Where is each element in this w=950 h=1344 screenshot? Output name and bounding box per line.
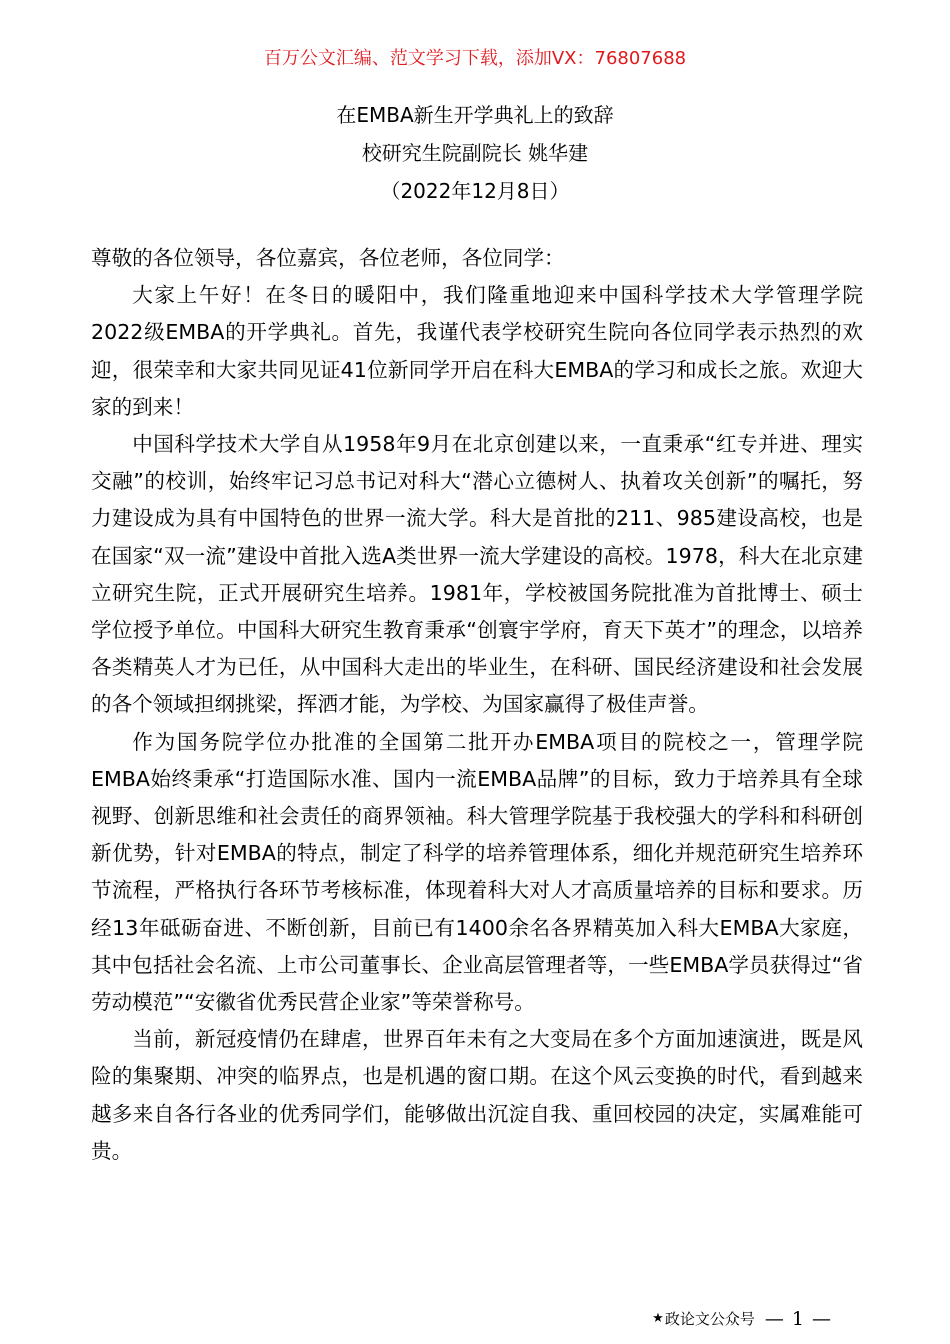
salutation: 尊敬的各位领导，各位嘉宾，各位老师，各位同学： (91, 246, 565, 270)
speech-body (91, 240, 863, 1170)
star-icon: ★ (652, 1311, 664, 1326)
speaker-line: 校研究生院副院长 姚华建 (361, 141, 589, 165)
paragraph-current-situation: 当前，新冠疫情仍在肆虐，世界百年未有之大变局在多个方面加速演进，既是风险的集聚期、冲突的临界点，也是机遇的窗口期。在这个风云变换的时代，看到越来越多来自各行各业的优秀同学们，能够做出沉淀自我、重回校园的决定，实属难能可贵。 (91, 1027, 863, 1163)
paragraph-emba-program: 作为国务院学位办批准的全国第二批开办EMBA项目的院校之一，管理学院EMBA始终秉承“打造国际水准、国内一流EMBA品牌”的目标，致力于培养具有全球视野、创新思维和社会责任的商界领袖。科大管理学院基于我校强大的学科和科研创新优势，针对EMBA的特点，制定了科学的培养管理体系，细化并规范研究生培养环节流程，严格执行各环节考核标准，体现着科大对人才高质量培养的目标和要求。历经13年砥砺奋进、不断创新，目前已有1400余名各界精英加入科大EMBA大家庭，其中包括社会名流、上市公司董事长、企业高层管理者等，一些EMBA学员获得过“省劳动模范”“安徽省优秀民营企业家”等荣誉称号。 (91, 729, 863, 1015)
paragraph-welcome: 大家上午好！在冬日的暖阳中，我们隆重地迎来中国科学技术大学管理学院2022级EMBA的开学典礼。首先，我谨代表学校研究生院向各位同学表示热烈的欢迎，很荣幸和大家共同见证41位新同学开启在科大EMBA的学习和成长之旅。欢迎大家的到来！ (91, 283, 863, 419)
paragraph-university-history: 中国科学技术大学自从1958年9月在北京创建以来，一直秉承“红专并进、理实交融”的校训，始终牢记习总书记对科大“潜心立德树人、执着攻关创新”的嘱托，努力建设成为具有中国特色的世界一流大学。科大是首批的211、985建设高校，也是在国家“双一流”建设中首批入选A类世界一流大学建设的高校。1978，科大在北京建立研究生院，正式开展研究生培养。1981年，学校被国务院批准为首批博士、硕士学位授予单位。中国科大研究生教育秉承“创寰宇学府，育天下英才”的理念，以培养各类精英人才为已任，从中国科大走出的毕业生，在科研、国民经济建设和社会发展的各个领域担纲挑梁，挥洒才能，为学校、为国家赢得了极佳声誉。 (91, 432, 863, 717)
speech-date: （2022年12月8日） (380, 179, 570, 203)
download-banner: 百万公文汇编、范文学习下载，添加VX：76807688 (263, 48, 687, 69)
document-title: 在EMBA新生开学典礼上的致辞 (336, 103, 614, 127)
footer-source: 政论文公众号 (664, 1310, 755, 1328)
page-footer (652, 1307, 832, 1331)
document-header (0, 96, 950, 210)
page-number: — 1 — (764, 1308, 832, 1330)
